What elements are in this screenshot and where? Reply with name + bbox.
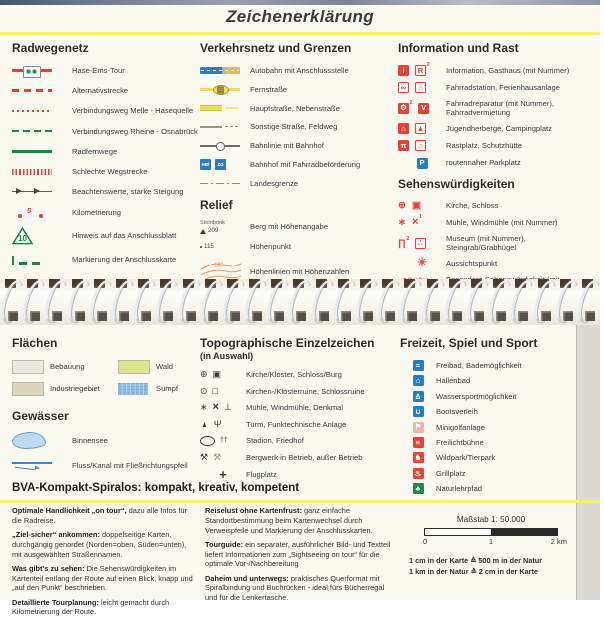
legend-label: Kilometrierung	[72, 207, 121, 217]
muehle-icon: ∗	[398, 217, 406, 229]
red-hatched-line-icon	[12, 169, 72, 175]
legend-label: Freilichtbühne	[436, 437, 484, 447]
legend-label: Mühle, Windmühle (mit Nummer)	[446, 218, 558, 228]
denkmal-icon: ⊥	[223, 402, 232, 413]
legend-label: Sonstige Straße, Feldweg	[250, 122, 338, 132]
section-heading: Freizeit, Spiel und Sport	[400, 336, 538, 350]
legend-label: Bergwerk in Betrieb, außer Betrieb	[246, 452, 363, 462]
minigolf-icon: ⚑	[413, 422, 424, 433]
legend-row: ∗ × 1 Mühle, Windmühle (mit Nummer)	[398, 214, 558, 229]
legend-row: i R 2 Information, Gasthaus (mit Nummer)	[398, 65, 580, 77]
freibad-icon: ≈	[413, 360, 424, 371]
legend-label: Höhenlinien mit Höhenzahlen	[250, 266, 350, 276]
legend-label: Landesgrenze	[250, 178, 299, 188]
legend-label: Kirche, Schloss	[446, 201, 499, 210]
legend-label: Fernstraße	[250, 84, 288, 94]
legend-row	[12, 65, 198, 77]
legend-label: Bebauung	[50, 361, 85, 371]
red-dotted-line-icon	[12, 110, 72, 113]
information-icon: i	[398, 65, 409, 76]
scale-ticks: 0 1 2 km	[423, 537, 567, 546]
spiral-coil	[111, 279, 133, 325]
industriegebiet-swatch	[12, 382, 44, 396]
gasthaus-icon: R	[415, 65, 426, 76]
map-scale	[405, 515, 577, 578]
minor-road-icon	[200, 126, 250, 128]
lake-icon	[12, 432, 72, 449]
trunk-road-icon	[200, 85, 250, 94]
legend-row	[398, 157, 580, 169]
legend-row	[12, 458, 198, 472]
promo-headline: BVA-Kompakt-Spiralos: kompakt, kreativ, kompetent	[12, 482, 300, 494]
legend-row	[200, 468, 396, 481]
named-peak-icon: Steinbrink 209	[200, 219, 225, 234]
svg-text:600: 600	[215, 262, 224, 269]
legend-row	[400, 360, 578, 372]
section-subheading: (in Auswahl)	[200, 350, 254, 361]
spiral-coil	[510, 279, 532, 325]
spiral-coil	[155, 279, 177, 325]
legend-label: Information, Gasthaus (mit Nummer)	[446, 65, 570, 75]
spiral-coil	[422, 279, 444, 325]
steep-gradient-icon	[12, 187, 72, 196]
legend-row	[12, 85, 198, 97]
legend-row	[398, 200, 580, 212]
stadion-icon	[200, 436, 215, 446]
schutzhuette-icon: ⌂	[415, 140, 426, 151]
legend-label: Aussichtspunkt	[446, 259, 498, 269]
legend-row	[12, 125, 198, 137]
section-heading: Radwegenetz	[12, 41, 89, 55]
scale-label: Maßstab 1: 50.000	[456, 515, 526, 524]
spiral-coil	[444, 279, 466, 325]
motorway-icon	[200, 67, 250, 74]
legend-label: Binnensee	[72, 436, 108, 446]
funkanlage-icon: Ψ	[213, 418, 222, 429]
legend-label: Verbindungsweg Melle - Hasequelle	[72, 106, 194, 116]
spiral-coil	[133, 279, 155, 325]
legend-row	[200, 402, 396, 414]
legend-row	[12, 254, 198, 266]
lower-page-edge	[576, 325, 600, 600]
legend-row	[398, 258, 580, 270]
aussichtspunkt-icon: ☀	[417, 257, 427, 270]
legend-label: Freibad, Bademöglichkeit	[436, 360, 522, 370]
legend-label: Jugendherberge, Campingplatz	[446, 124, 552, 134]
legend-label: Kirche/Kloster, Schloss/Burg	[246, 369, 342, 379]
legend-label: Hase-Ems-Tour	[72, 65, 125, 75]
kirche-kloster-icon: ⊕	[200, 369, 208, 380]
legend-label: Flugplatz	[246, 470, 277, 480]
promo-paragraph: Optimale Handlichkeit „on tour“, dazu alle Infos für die Radreise.	[12, 506, 187, 525]
spiral-coil	[555, 279, 577, 325]
legend-label: Sumpf	[156, 383, 178, 393]
parkplatz-icon: P	[417, 158, 428, 169]
legend-row	[200, 369, 396, 381]
sheet-reference-triangle-icon	[12, 227, 72, 245]
fahrradstation-icon: ∞	[398, 82, 409, 93]
spiral-coil	[399, 279, 421, 325]
spiral-coil	[488, 279, 510, 325]
section-radwegenetz	[12, 42, 198, 274]
wald-swatch	[118, 360, 150, 374]
section-heading: Topographische Einzelzeichen	[200, 336, 375, 350]
legend-label: Alternativstrecke	[72, 86, 129, 96]
legend-label: Minigolfanlage	[436, 422, 485, 432]
page-top-edge	[0, 0, 600, 5]
legend-label: Turm, Funktechnische Anlage	[246, 419, 347, 429]
spiral-coil	[200, 279, 222, 325]
section-heading: Verkehrsnetz und Grenzen	[200, 41, 352, 55]
legend-row	[200, 177, 392, 189]
kilometrierung-icon: 5	[12, 206, 72, 219]
promo-paragraph: Tourguide: ein separater, ausführlicher Bild- und Textteil liefert Informationen zum „Sightseeing on tour“ für die optimale Vor-/Nachbereitung	[205, 539, 391, 569]
legend-row: ⚙ 2 V Fahrradreparatur (mit Nummer), Fahrradvermietung	[398, 99, 580, 118]
spiral-coil	[22, 279, 44, 325]
promo-paragraph: Was gibt's zu sehen: Die Sehenswürdigkeiten im Kartenteil entlang der Route auf einen Blick, knapp und „auf den Punkt“ beschrieben.	[12, 563, 193, 593]
legend-label: Bahnlinie mit Bahnhof	[250, 141, 324, 151]
kirche-icon: ⊕	[398, 199, 406, 211]
legend-row	[400, 390, 578, 402]
spiral-coil	[355, 279, 377, 325]
promo-paragraph: Reiselust ohne Kartenfrust: ganz einfache Standortbestimmung beim Kartenwechsel durch Verweispfeile und Markierung der Anschlusskarten.	[205, 506, 373, 535]
legend-label: Berg mit Höhenangabe	[250, 222, 329, 232]
legend-label: Rastplatz, Schutzhütte	[446, 141, 522, 151]
page-title: Zeichenerklärung	[225, 7, 375, 26]
museum-icon: ∏	[398, 237, 406, 249]
legend-label: Autobahn mit Anschlussstelle	[250, 65, 349, 75]
legend-label: Bahnhof mit Fahrradbeförderung	[250, 159, 361, 169]
green-solid-line-icon	[12, 150, 72, 153]
legend-label: Hallenbad	[436, 376, 471, 386]
promo-paragraph: Detaillierte Tourplanung: leicht gemacht durch Kilometrierung der Route.	[12, 597, 170, 617]
legend-row	[12, 206, 198, 219]
legend-label: Wald	[156, 361, 174, 371]
spiral-coil	[44, 279, 66, 325]
naturlehrpfad-icon: ♣	[413, 483, 424, 494]
scale-bar	[424, 528, 558, 536]
spiral-coil	[67, 279, 89, 325]
legend-row	[200, 435, 396, 447]
legend-row	[200, 140, 392, 152]
spiral-coil	[311, 279, 333, 325]
legend-row	[200, 102, 392, 114]
section-heading: Flächen	[12, 336, 58, 350]
legend-row	[12, 105, 198, 117]
legend-label: Fahrradreparatur (mit Nummer), Fahrradvermietung	[446, 98, 555, 118]
grillplatz-icon: ♨	[413, 468, 424, 479]
section-heading: Information und Rast	[398, 41, 519, 55]
promo-paragraph: „Ziel-sicher“ ankommen: doppelseitige Karten, durchgängig genordet (Norden=oben, Süden=unten), mit ausgewählten Straßennamen.	[12, 530, 187, 559]
spiral-binding	[0, 279, 600, 325]
bergwerk-aktiv-icon: ⚒	[200, 452, 209, 463]
yellow-divider	[0, 500, 600, 503]
wildpark-icon: ♞	[413, 452, 424, 463]
peak-triangle-icon	[200, 229, 206, 234]
promo-column-2	[205, 506, 395, 607]
legend-label: Fluss/Kanal mit Fließrichtungspfeil	[72, 460, 188, 470]
legend-row	[200, 121, 392, 133]
muehle-icon: ∗	[200, 402, 208, 413]
schloss-burg-icon: ▣	[212, 369, 222, 380]
wassersport-icon: ∆	[413, 391, 424, 402]
legend-label: Schlechte Wegstrecke	[72, 166, 148, 176]
steingrab-icon: ∴	[415, 238, 426, 249]
main-road-icon	[200, 105, 250, 112]
legend-row	[12, 145, 198, 157]
spiral-coil	[89, 279, 111, 325]
schlossruine-icon: □	[212, 385, 218, 396]
red-dashed-line-icon	[12, 89, 72, 92]
legend-row: ∏ 2 ∴ Museum (mit Nummer), Steingrab/Grabhügel	[398, 234, 580, 253]
spiral-coil	[533, 279, 555, 325]
legend-label: Wildpark/Tierpark	[436, 453, 496, 463]
legend-label: Bootsverleih	[436, 407, 478, 417]
spiral-coil	[288, 279, 310, 325]
legend-row	[200, 159, 392, 171]
freilichtbuehne-icon: ≡	[413, 437, 424, 448]
spiral-coil	[244, 279, 266, 325]
legend-row	[200, 65, 392, 77]
windmuehle-icon: ×	[212, 401, 219, 414]
legend-row	[12, 186, 198, 198]
legend-row	[200, 452, 396, 464]
green-dashed-line-icon	[12, 130, 72, 133]
legend-row	[398, 123, 580, 135]
friedhof-icon: ††	[220, 437, 228, 445]
legend-label: Beachtenswerte, starke Steigung	[72, 187, 184, 197]
campingplatz-icon: ▲	[416, 123, 425, 133]
station-bike-transport-icon: HBf ∞	[200, 159, 250, 170]
hallenbad-icon: ⌂	[413, 375, 424, 386]
bebauung-swatch	[12, 360, 44, 374]
legend-label: Stadion, Friedhof	[246, 436, 304, 446]
promo-column-1	[12, 506, 196, 622]
legend-label: Hauptstraße, Nebenstraße	[250, 103, 340, 113]
section-verkehrsnetz	[200, 42, 392, 290]
kirchenruine-icon: ⊙	[200, 385, 208, 396]
legend-row	[12, 166, 198, 178]
legend-row	[12, 227, 198, 245]
spiral-coil	[577, 279, 599, 325]
legend-label: Hinweis auf das Anschlussblatt	[72, 231, 177, 241]
legend-row	[400, 437, 578, 449]
yellow-divider	[0, 32, 600, 35]
spiral-coil	[266, 279, 288, 325]
scale-notes: 1 cm in der Karte ≙ 500 m in der Natur 1 km in der Natur ≙ 2 cm in der Karte	[409, 556, 543, 576]
bergwerk-stillgelegt-icon: ⚒	[213, 452, 222, 463]
spiral-coil	[333, 279, 355, 325]
legend-label: Verbindungsweg Rheine - Osnabrück	[72, 126, 198, 136]
section-freizeit	[400, 337, 578, 498]
section-heading: Relief	[200, 198, 233, 213]
section-heading: Gewässer	[12, 408, 69, 423]
legend-label: Höhenpunkt	[250, 242, 291, 252]
schloss-icon: ▣	[411, 199, 421, 211]
legend-label: Grillplatz	[436, 468, 466, 478]
legend-label: Wassersportmöglichkeit	[436, 391, 517, 401]
legend-row	[400, 467, 578, 479]
railway-station-icon	[200, 142, 250, 150]
ferienhausanlage-icon: ⌂	[415, 82, 426, 93]
legend-row	[400, 452, 578, 464]
river-flow-arrow-icon	[12, 458, 72, 472]
section-heading: Sehenswürdigkeiten	[398, 177, 515, 192]
legend-row	[12, 432, 198, 449]
legend-row	[400, 421, 578, 433]
legend-label: Mühle, Windmühle, Denkmal	[246, 403, 344, 413]
section-topographisch	[200, 337, 396, 486]
legend-label: Kirchen-/Klosterruine, Schlossruine	[246, 386, 365, 396]
legend-row	[200, 220, 392, 234]
state-border-icon	[200, 183, 250, 185]
rastplatz-icon: π	[398, 140, 409, 151]
bicycle-icon: ∞	[215, 159, 226, 170]
jugendherberge-icon: ⌂	[398, 123, 409, 134]
turm-icon: ▲	[201, 418, 208, 429]
legend-row	[200, 241, 392, 253]
bootsverleih-icon: ∪	[413, 406, 424, 417]
promo-paragraph: Daheim und unterwegs: praktisches Querformat mit Spiralbindung und Buchrücken - ideal fürs Bücherregal und für die Lenkertasche.	[205, 573, 385, 603]
spiral-coil	[466, 279, 488, 325]
legend-row	[200, 385, 396, 397]
legend-row	[200, 418, 396, 430]
adjoining-map-marks-icon	[12, 255, 72, 265]
spiral-coil	[377, 279, 399, 325]
legend-row	[398, 82, 580, 94]
spiral-coil	[0, 279, 22, 325]
spiral-coil	[222, 279, 244, 325]
legend-label: Industriegebiet	[50, 383, 100, 393]
spot-height-icon: 115	[200, 243, 250, 250]
legend-row	[398, 140, 580, 152]
legend-label: Museum (mit Nummer), Steingrab/Grabhügel	[446, 234, 526, 253]
sumpf-swatch	[118, 383, 148, 395]
windmuehle-icon: ×	[411, 216, 419, 229]
fahrradvermietung-icon: V	[418, 103, 429, 114]
legend-row	[400, 375, 578, 387]
legend-label: routennaher Parkplatz	[446, 158, 521, 168]
svg-text:10: 10	[17, 234, 28, 244]
fahrradreparatur-icon: ⚙	[398, 103, 409, 114]
section-information	[398, 42, 580, 317]
legend-row	[400, 406, 578, 418]
section-flaechen	[12, 337, 198, 472]
legend-label: Markierung der Anschlusskarte	[72, 255, 177, 265]
legend-row	[200, 83, 392, 95]
legend-label: Naturlehrpfad	[436, 484, 483, 494]
hase-ems-tour-line-icon	[12, 66, 72, 76]
flugplatz-icon: +	[219, 467, 227, 483]
legend-label: Fahrradstation, Ferienhausanlage	[446, 83, 560, 93]
legend-label: Radfernwege	[72, 146, 118, 156]
spiral-coil	[178, 279, 200, 325]
